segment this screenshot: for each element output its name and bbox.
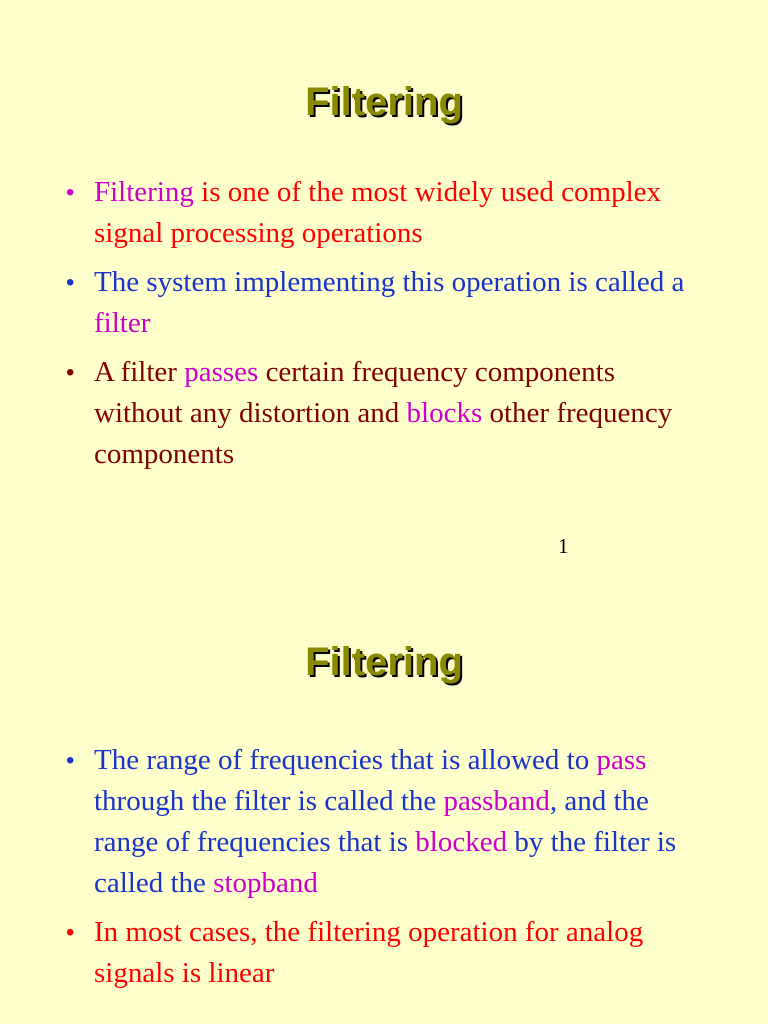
bullet-list: [64, 740, 704, 1002]
bullet-item: [64, 912, 704, 994]
bullet-text-segment: Filtering: [94, 176, 194, 208]
bullet-item: [64, 172, 704, 254]
bullet-text-segment: is one of the most widely used complex signal processing operations: [94, 176, 662, 249]
slide-title: Filtering: [305, 640, 463, 684]
page-number: 1: [558, 534, 569, 558]
bullet-item: [64, 262, 704, 344]
bullet-text-segment: blocks: [406, 397, 483, 429]
bullet-text-segment: filter: [94, 307, 151, 339]
bullet-text-segment: , and the range of frequencies that is: [94, 785, 649, 858]
bullet-dot-icon: •: [66, 919, 75, 946]
bullet-text-segment: other frequency components: [94, 397, 673, 470]
bullet-text-segment: In most cases, the filtering operation for analog signals is linear: [94, 916, 644, 989]
bullet-text-segment: blocked: [415, 826, 508, 858]
bullet-text-segment: A filter: [94, 356, 185, 388]
bullet-dot-icon: •: [66, 269, 75, 296]
slide-2: [0, 560, 768, 1024]
bullet-text-segment: through the filter is called the: [94, 785, 444, 817]
bullet-dot-icon: •: [66, 747, 75, 774]
bullet-text-segment: passband: [443, 785, 550, 817]
slide-title: Filtering: [305, 80, 463, 124]
bullet-text-segment: The range of frequencies that is allowed to: [94, 744, 597, 776]
bullet-text-segment: The system implementing this operation is called a: [94, 266, 685, 298]
bullet-text-segment: pass: [596, 744, 647, 776]
bullet-item: [64, 740, 704, 904]
bullet-dot-icon: •: [66, 359, 75, 386]
bullet-text-segment: passes: [184, 356, 259, 388]
bullet-text-segment: certain frequency components without any distortion and: [94, 356, 616, 429]
bullet-list: [64, 172, 704, 483]
bullet-text-segment: by the filter is called the: [94, 826, 677, 899]
bullet-dot-icon: •: [66, 179, 75, 206]
bullet-text-segment: stopband: [213, 867, 318, 899]
bullet-item: [64, 352, 704, 475]
